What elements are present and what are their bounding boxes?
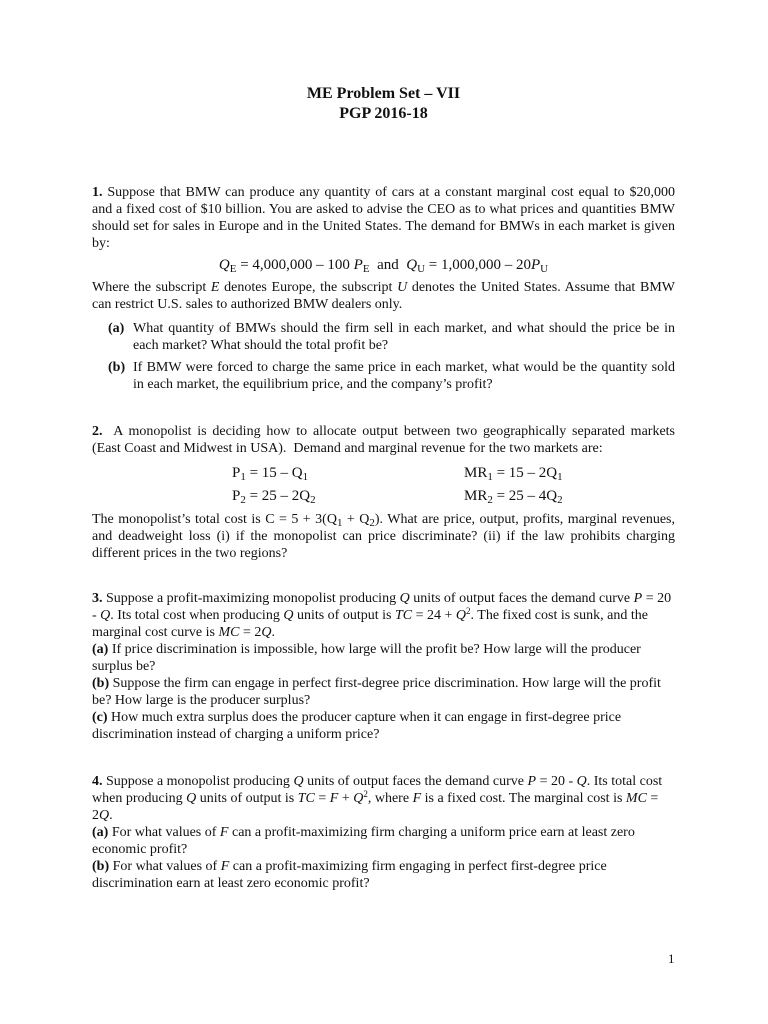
equation-row-2 xyxy=(92,488,675,505)
question-3-part-a: (a) If price discrimination is impossible, how large will the profit be? How large will the producer surplus be? xyxy=(92,642,641,674)
demand-2: $P_2 = 25 - 2Q_2$ xyxy=(232,488,316,506)
document-title xyxy=(92,84,675,124)
question-4-part-b: (b) For what values of F can a profit-maximizing firm engaging in perfect first-degree price discrimination earn at least zero economic profit? xyxy=(92,859,607,891)
question-3-intro: 3. Suppose a profit-maximizing monopolist producing Q units of output faces the demand curve P = 20 - Q. Its total cost when producing Q units of output is TC = $24 + Q^2$. The fixed cost is sunk, and the marginal cost curve is MC = 2Q. xyxy=(92,591,672,640)
question-1-text: Where the subscript E denotes Europe, the subscript U denotes the United States. Assume that BMW can restrict U.S. sales to authorized BMW dealers only. xyxy=(92,280,675,312)
question-4 xyxy=(92,773,675,892)
question-1-intro: 1. Suppose that BMW can produce any quantity of cars at a constant marginal cost equal to $20,000 and a fixed cost of $10 billion. You are asked to advise the CEO as to what prices and quantities BMW should set for sales in Europe and in the United States. The demand for BMWs in each market is given by: xyxy=(92,185,675,251)
question-3-part-c: (c) How much extra surplus does the producer capture when it can engage in first-degree price discrimination instead of charging a uniform price? xyxy=(92,710,622,742)
demand-equations: $Q_E = 4,000,000 - 100$ $P_E$ and $Q_U = 1,000,000 - 20P_U$ xyxy=(218,257,549,275)
question-2-cost-text: The monopolist’s total cost is $C = 5 + 3(Q_1 + Q_2)$. What are price, output, profits, marginal revenues, and deadweight loss (i) if the monopolist can price discriminate? (ii) if the law prohibits charging different prices in the two regions? xyxy=(92,512,675,561)
question-3 xyxy=(92,590,675,743)
document-page xyxy=(92,84,679,892)
question-1-part-b: (b) If BMW were forced to charge the same price in each market, what would be the quantity sold in each market, the equilibrium price, and the company’s profit? xyxy=(108,360,675,392)
marginal-revenue-1: $MR_1 = 15 - 2Q_1$ xyxy=(464,465,563,483)
title-line-1: ME Problem Set – VII xyxy=(306,85,461,102)
page-number: 1 xyxy=(668,951,675,966)
question-1-parts xyxy=(108,320,675,393)
question-4-intro: 4. Suppose a monopolist producing Q units of output faces the demand curve P = 20 - Q. Its total cost when producing Q units of output is TC = $F + Q^2$, where F is a fixed cost. The marginal cost is MC = 2Q. xyxy=(92,774,663,823)
marginal-revenue-2: $MR_2 = 25 - 4Q_2$ xyxy=(464,488,563,506)
demand-1: $P_1 = 15 - Q_1$ xyxy=(232,465,309,483)
equation-row-1 xyxy=(92,465,675,482)
question-2 xyxy=(92,423,679,562)
question-3-part-b: (b) Suppose the firm can engage in perfect first-degree price discrimination. How large will the profit be? How large is the producer surplus? xyxy=(92,676,661,708)
question-1-part-a: (a) What quantity of BMWs should the firm sell in each market, and what should the price be in each market? What should the total profit be? xyxy=(108,321,675,353)
question-4-part-a: (a) For what values of F can a profit-maximizing firm charging a uniform price earn at least zero economic profit? xyxy=(92,825,635,857)
title-line-2: PGP 2016-18 xyxy=(339,105,428,122)
question-1 xyxy=(92,184,675,393)
question-2-intro: 2. A monopolist is deciding how to allocate output between two geographically separated markets (East Coast and Midwest in USA). Demand and marginal revenue for the two markets are: xyxy=(92,424,679,456)
